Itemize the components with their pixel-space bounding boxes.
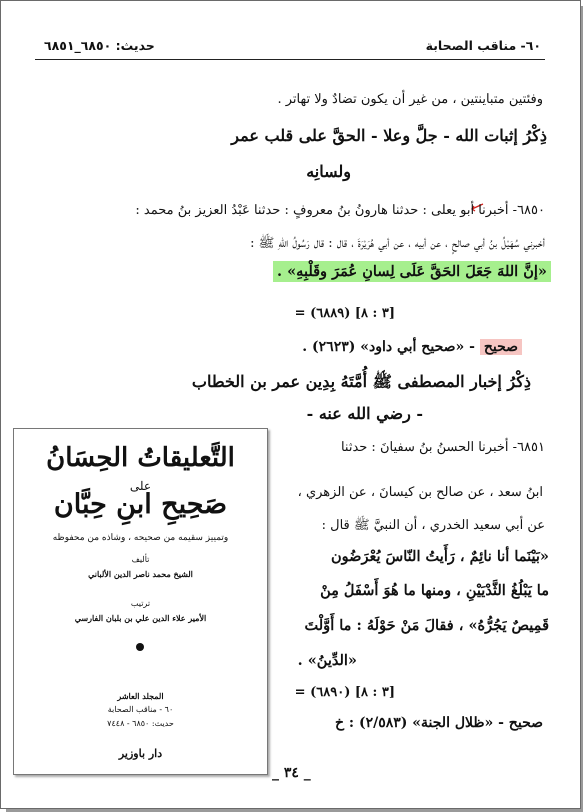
cover-title-2: صَحِيحِ ابنِ حِبَّان (53, 489, 228, 520)
cover-section: ٦٠ - مناقب الصحابة (107, 705, 174, 714)
cover-ornament (136, 643, 144, 651)
hadith-6850-isnad-cont: أخبرني سُهَيْلُ بنُ أبي صالحٍ ، عن أبيه ، عن أبي هُرَيْرَةَ ، قال : قال رَسُولُ اللهِ ﷺ : (250, 236, 545, 251)
hadith-6851-matn-cont: ما يَبْلُغُ الثَّدْيَيْنِ ، ومنها ما هُوَ أَسْفَلُ مِنْ (320, 582, 549, 599)
cover-author-caption: تأليف (131, 555, 150, 564)
hadith-6851-isnad: ٦٨٥١- أخبرنا الحسنُ بنُ سفيانَ : حدثنا (340, 440, 545, 455)
hadith-6851-isnad-cont: ابنُ سعد ، عن صالح بن كيسانَ ، عن الزهري ، (297, 485, 543, 500)
hadith-6850-isnad: ٦٨٥٠- أخبرنا أبو يعلى : حدثنا هارونُ بنُ معروفٍ : حدثنا عَبْدُ العزيز بنُ محمد : (135, 203, 545, 218)
section-heading-cont: ولسانِه (306, 162, 351, 181)
section-heading: ذِكْرُ إثبات الله - جلَّ وعلا - الحقَّ على قلب عمر (231, 126, 547, 145)
cover-title-on: على (129, 479, 152, 493)
grading-source: - «صحيح أبي داود» (٢٦٢٣) . (302, 339, 475, 355)
cover-arranger: الأمير علاء الدين علي بن بلبان الفارسي (74, 613, 207, 623)
hadith-6850-matn (273, 263, 551, 280)
cover-author: الشيخ محمد ناصر الدين الألباني (88, 569, 193, 579)
cover-arranger-caption: ترتيب (130, 599, 151, 608)
hadith-6851-matn: «بَيْنَما أنا نائِمٌ ، رَأَيتُ النّاسَ يُعْرَضُون (331, 548, 549, 565)
header-rule (35, 59, 545, 60)
header-hadith-range: حديث: ٦٨٥٠_٦٨٥١ (44, 38, 155, 53)
header-chapter: ٦٠- مناقب الصحابة (425, 38, 541, 53)
cover-title-1: التَّعليقاتُ الحِسَانُ (46, 443, 235, 473)
text-line: وفئتين متباينتين ، من غير أن يكون تضادٌ ولا تهاتر . (277, 92, 543, 107)
section-heading-2-cont: - رضي الله عنه - (306, 404, 423, 423)
pink-highlight: صحيح (480, 339, 522, 355)
green-highlight: «إنَّ اللهَ جَعَلَ الحَقَّ عَلَى لِسانِ عُمَرَ وقَلْبِهِ» . (273, 261, 551, 282)
cover-volume: المجلد العاشر (117, 691, 164, 701)
grading-line-2: صحيح - «ظلال الجنة» (٢/٥٨٣) : خ (335, 715, 543, 731)
hadith-6851-isnad-cont2: عن أبي سعيد الخدري ، أن النبيَّ ﷺ قال : (321, 518, 545, 533)
grading-line (302, 339, 522, 355)
cover-hadith-range: حديث: ٦٨٥٠ - ٧٤٤٨ (107, 719, 174, 728)
section-heading-2: ذِكْرُ إخبار المصطفى ﷺ أُمَّتَهُ بِدِين عمر بن الخطاب (191, 372, 531, 391)
cover-subtitle: وتمييز سقيمه من صحيحه ، وشاذه من محفوظه (52, 533, 229, 543)
cross-reference: = (٦٨٨٩) [٣ : ٨] (294, 306, 395, 321)
hadith-6851-matn-cont2: قَمِيصٌ يَجُرُّهُ» ، فقالَ مَنْ حَوْلَهُ : ما أَوَّلْتَ (304, 617, 549, 634)
cross-reference-2: = (٦٨٩٠) [٣ : ٨] (294, 685, 395, 700)
page-number: _ ٣٤ _ (272, 765, 311, 781)
cover-publisher: دار باوزير (118, 747, 163, 760)
book-cover-image (13, 428, 268, 775)
hadith-6851-matn-end: «الدِّينُ» . (297, 652, 357, 669)
